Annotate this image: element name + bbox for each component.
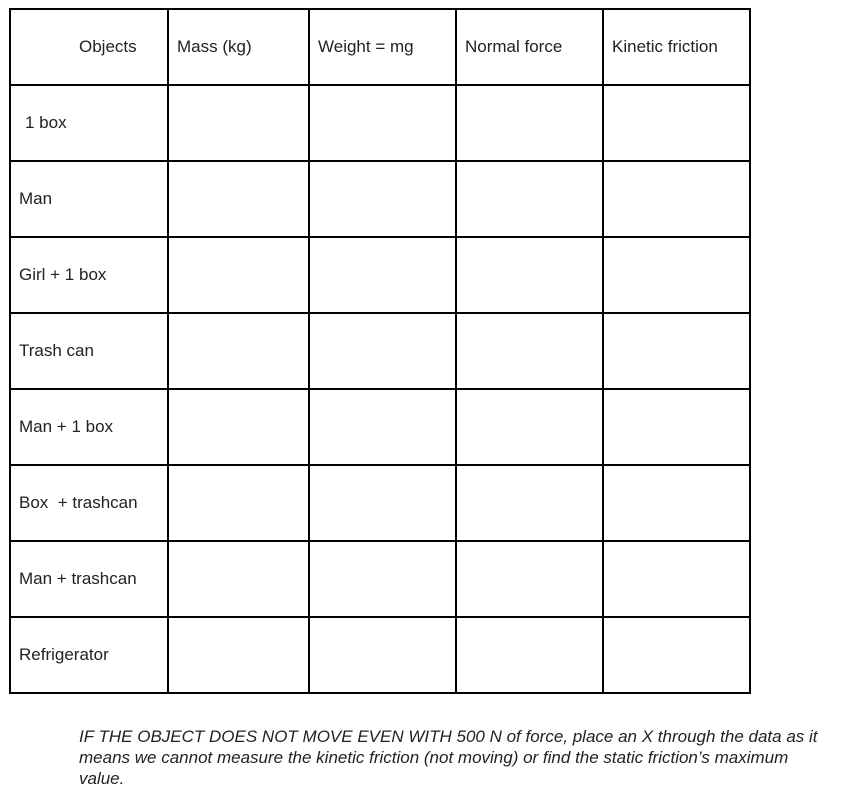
- friction-data-table: [9, 8, 751, 694]
- header-kinetic-friction: Kinetic friction: [603, 9, 750, 85]
- instruction-note: IF THE OBJECT DOES NOT MOVE EVEN WITH 500 N of force, place an X through the data as it means we cannot measure the kinetic friction (not moving) or find the static friction’s maximum value.: [79, 727, 818, 788]
- cell-kinetic-friction[interactable]: [603, 617, 750, 693]
- cell-mass[interactable]: [168, 237, 309, 313]
- cell-normal-force[interactable]: [456, 465, 603, 541]
- cell-kinetic-friction[interactable]: [603, 541, 750, 617]
- cell-weight[interactable]: [309, 237, 456, 313]
- cell-kinetic-friction[interactable]: [603, 313, 750, 389]
- cell-weight[interactable]: [309, 465, 456, 541]
- cell-normal-force[interactable]: [456, 389, 603, 465]
- row-label-man-trashcan: Man + trashcan: [10, 541, 168, 617]
- row-label-man-1-box: Man + 1 box: [10, 389, 168, 465]
- cell-kinetic-friction[interactable]: [603, 85, 750, 161]
- header-objects: Objects: [10, 9, 168, 85]
- cell-weight[interactable]: [309, 313, 456, 389]
- header-weight: Weight = mg: [309, 9, 456, 85]
- table-row: [10, 389, 750, 465]
- cell-weight[interactable]: [309, 541, 456, 617]
- table-header-row: [10, 9, 750, 85]
- cell-weight[interactable]: [309, 161, 456, 237]
- cell-kinetic-friction[interactable]: [603, 237, 750, 313]
- cell-normal-force[interactable]: [456, 237, 603, 313]
- cell-normal-force[interactable]: [456, 541, 603, 617]
- cell-mass[interactable]: [168, 161, 309, 237]
- cell-normal-force[interactable]: [456, 161, 603, 237]
- cell-mass[interactable]: [168, 313, 309, 389]
- cell-normal-force[interactable]: [456, 313, 603, 389]
- row-label-box-trashcan: Box + trashcan: [10, 465, 168, 541]
- row-label-girl-1-box: Girl + 1 box: [10, 237, 168, 313]
- row-label-1-box: 1 box: [10, 85, 168, 161]
- cell-kinetic-friction[interactable]: [603, 465, 750, 541]
- cell-mass[interactable]: [168, 541, 309, 617]
- header-mass: Mass (kg): [168, 9, 309, 85]
- cell-mass[interactable]: [168, 465, 309, 541]
- row-label-refrigerator: Refrigerator: [10, 617, 168, 693]
- row-label-trash-can: Trash can: [10, 313, 168, 389]
- table-row: [10, 237, 750, 313]
- cell-weight[interactable]: [309, 617, 456, 693]
- cell-normal-force[interactable]: [456, 617, 603, 693]
- cell-mass[interactable]: [168, 617, 309, 693]
- cell-mass[interactable]: [168, 389, 309, 465]
- table-row: [10, 617, 750, 693]
- cell-normal-force[interactable]: [456, 85, 603, 161]
- table-row: [10, 313, 750, 389]
- table-row: [10, 161, 750, 237]
- row-label-man: Man: [10, 161, 168, 237]
- cell-kinetic-friction[interactable]: [603, 161, 750, 237]
- cell-kinetic-friction[interactable]: [603, 389, 750, 465]
- header-normal-force: Normal force: [456, 9, 603, 85]
- table-row: [10, 541, 750, 617]
- table-row: [10, 85, 750, 161]
- table-row: [10, 465, 750, 541]
- cell-weight[interactable]: [309, 389, 456, 465]
- cell-weight[interactable]: [309, 85, 456, 161]
- cell-mass[interactable]: [168, 85, 309, 161]
